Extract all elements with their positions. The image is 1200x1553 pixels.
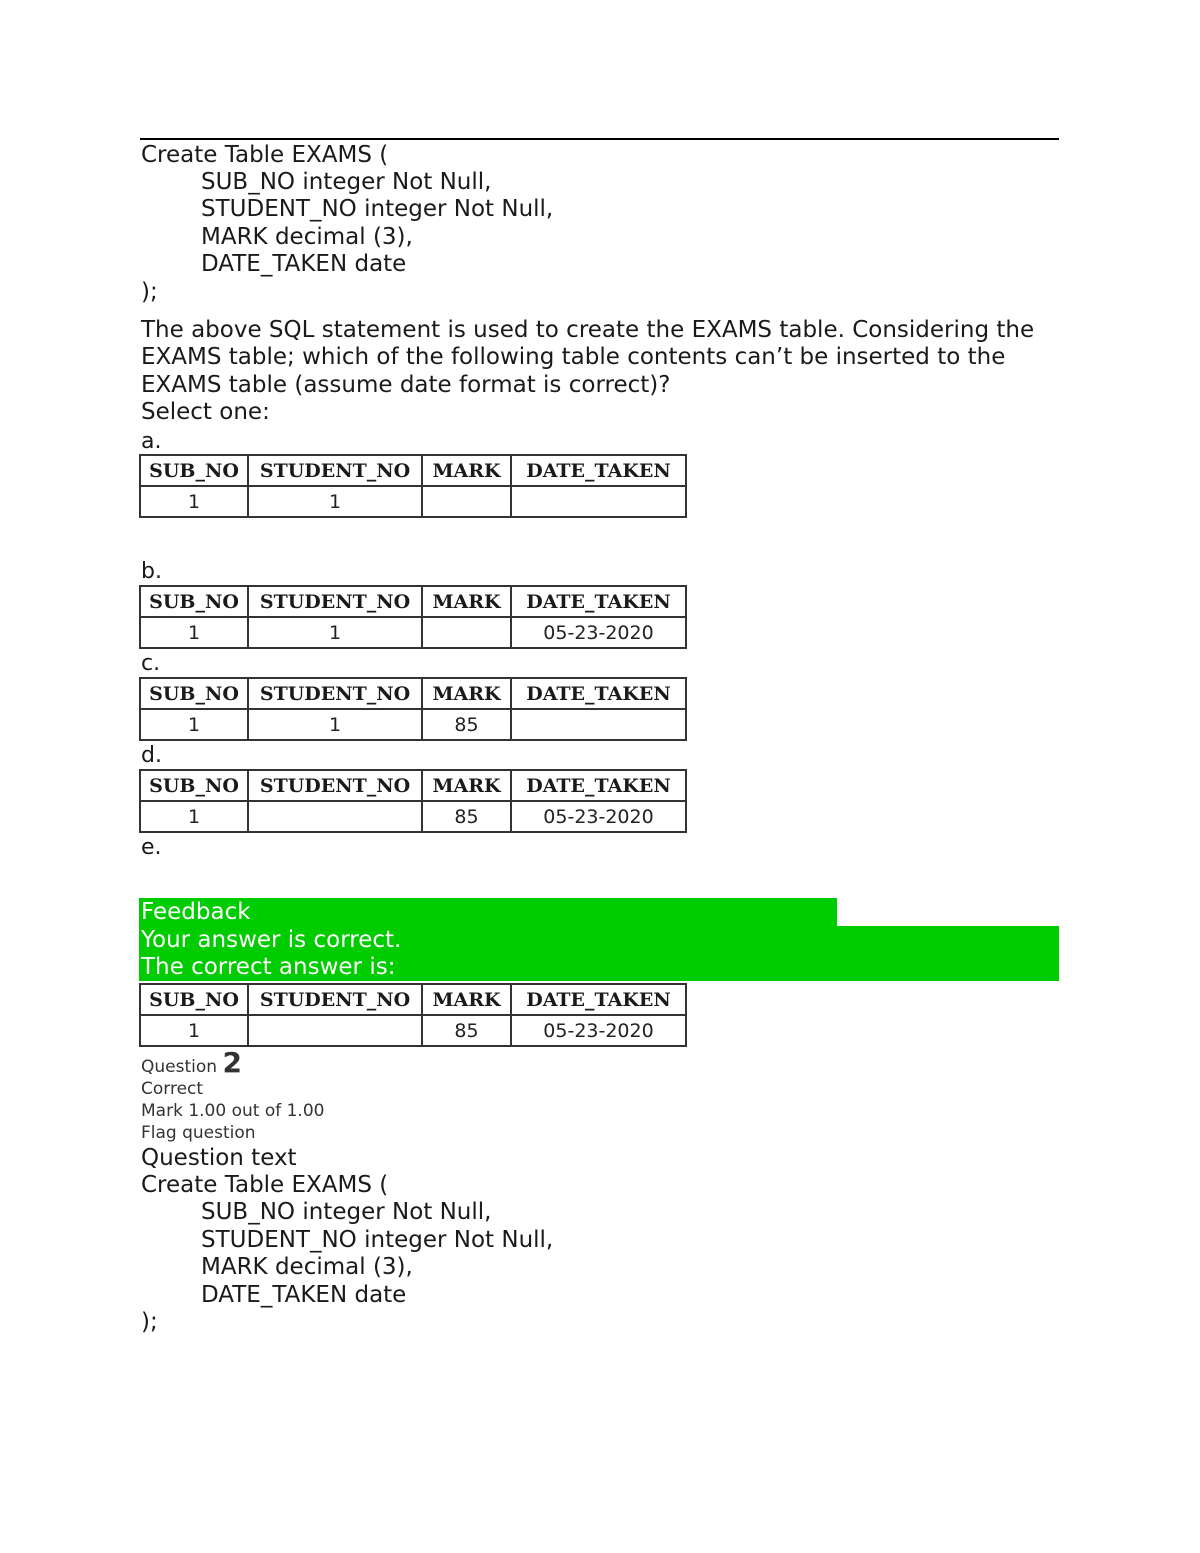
question-2-status: Correct [141, 1079, 204, 1099]
cell-student-no [248, 1015, 422, 1046]
question-2-header [141, 1046, 242, 1079]
cell-mark [422, 486, 511, 517]
header-mark: MARK [422, 455, 511, 486]
option-d-label[interactable]: d. [141, 743, 162, 768]
header-student-no: STUDENT_NO [248, 678, 422, 709]
cell-date-taken: 05-23-2020 [511, 617, 686, 648]
feedback-correct-intro: The correct answer is: [141, 954, 396, 980]
cell-student-no: 1 [248, 617, 422, 648]
cell-student-no: 1 [248, 709, 422, 740]
sql-column-date-taken: DATE_TAKEN date [201, 1282, 407, 1308]
question-line-2: EXAMS table; which of the following table contents can’t be inserted to the [141, 344, 1006, 370]
sql-create-line: Create Table EXAMS ( [141, 1172, 389, 1198]
header-mark: MARK [422, 770, 511, 801]
select-one-label: Select one: [141, 399, 270, 425]
horizontal-rule [140, 138, 1059, 140]
header-sub-no: SUB_NO [140, 455, 248, 486]
sql-column-mark: MARK decimal (3), [201, 224, 413, 250]
option-b-table[interactable] [139, 585, 687, 649]
sql-close-line: ); [141, 1309, 158, 1335]
cell-sub-no: 1 [140, 617, 248, 648]
cell-student-no: 1 [248, 486, 422, 517]
cell-sub-no: 1 [140, 709, 248, 740]
cell-student-no [248, 801, 422, 832]
header-date-taken: DATE_TAKEN [511, 770, 686, 801]
option-c-label[interactable]: c. [141, 651, 161, 676]
cell-sub-no: 1 [140, 1015, 248, 1046]
sql-column-date-taken: DATE_TAKEN date [201, 251, 407, 277]
cell-date-taken [511, 486, 686, 517]
header-student-no: STUDENT_NO [248, 770, 422, 801]
question-line-1: The above SQL statement is used to create the EXAMS table. Considering the [141, 317, 1035, 343]
sql-column-student-no: STUDENT_NO integer Not Null, [201, 1227, 554, 1253]
cell-sub-no: 1 [140, 801, 248, 832]
header-date-taken: DATE_TAKEN [511, 586, 686, 617]
cell-mark: 85 [422, 709, 511, 740]
cell-date-taken: 05-23-2020 [511, 801, 686, 832]
sql-column-sub-no: SUB_NO integer Not Null, [201, 1199, 492, 1225]
cell-sub-no: 1 [140, 486, 248, 517]
cell-mark: 85 [422, 801, 511, 832]
header-student-no: STUDENT_NO [248, 984, 422, 1015]
question-number: 2 [222, 1046, 242, 1079]
sql-column-sub-no: SUB_NO integer Not Null, [201, 169, 492, 195]
header-date-taken: DATE_TAKEN [511, 678, 686, 709]
question-text-heading: Question text [141, 1145, 297, 1171]
header-student-no: STUDENT_NO [248, 586, 422, 617]
sql-close-line: ); [141, 279, 158, 305]
feedback-result: Your answer is correct. [141, 927, 402, 953]
cell-date-taken: 05-23-2020 [511, 1015, 686, 1046]
header-mark: MARK [422, 678, 511, 709]
option-a-label[interactable]: a. [141, 429, 162, 454]
flag-question-link[interactable]: Flag question [141, 1123, 256, 1143]
header-mark: MARK [422, 586, 511, 617]
header-sub-no: SUB_NO [140, 586, 248, 617]
cell-mark [422, 617, 511, 648]
correct-answer-table [139, 983, 687, 1047]
header-date-taken: DATE_TAKEN [511, 984, 686, 1015]
header-student-no: STUDENT_NO [248, 455, 422, 486]
header-mark: MARK [422, 984, 511, 1015]
question-2-mark: Mark 1.00 out of 1.00 [141, 1101, 325, 1121]
sql-column-student-no: STUDENT_NO integer Not Null, [201, 196, 554, 222]
option-e-label[interactable]: e. [141, 835, 162, 860]
option-c-table[interactable] [139, 677, 687, 741]
option-d-table[interactable] [139, 769, 687, 833]
cell-mark: 85 [422, 1015, 511, 1046]
feedback-title: Feedback [141, 899, 251, 925]
question-line-3: EXAMS table (assume date format is correct)? [141, 372, 671, 398]
header-sub-no: SUB_NO [140, 770, 248, 801]
sql-create-line: Create Table EXAMS ( [141, 142, 389, 168]
sql-column-mark: MARK decimal (3), [201, 1254, 413, 1280]
option-b-label[interactable]: b. [141, 559, 162, 584]
question-label: Question [141, 1057, 218, 1077]
header-date-taken: DATE_TAKEN [511, 455, 686, 486]
header-sub-no: SUB_NO [140, 678, 248, 709]
header-sub-no: SUB_NO [140, 984, 248, 1015]
option-a-table[interactable] [139, 454, 687, 518]
cell-date-taken [511, 709, 686, 740]
